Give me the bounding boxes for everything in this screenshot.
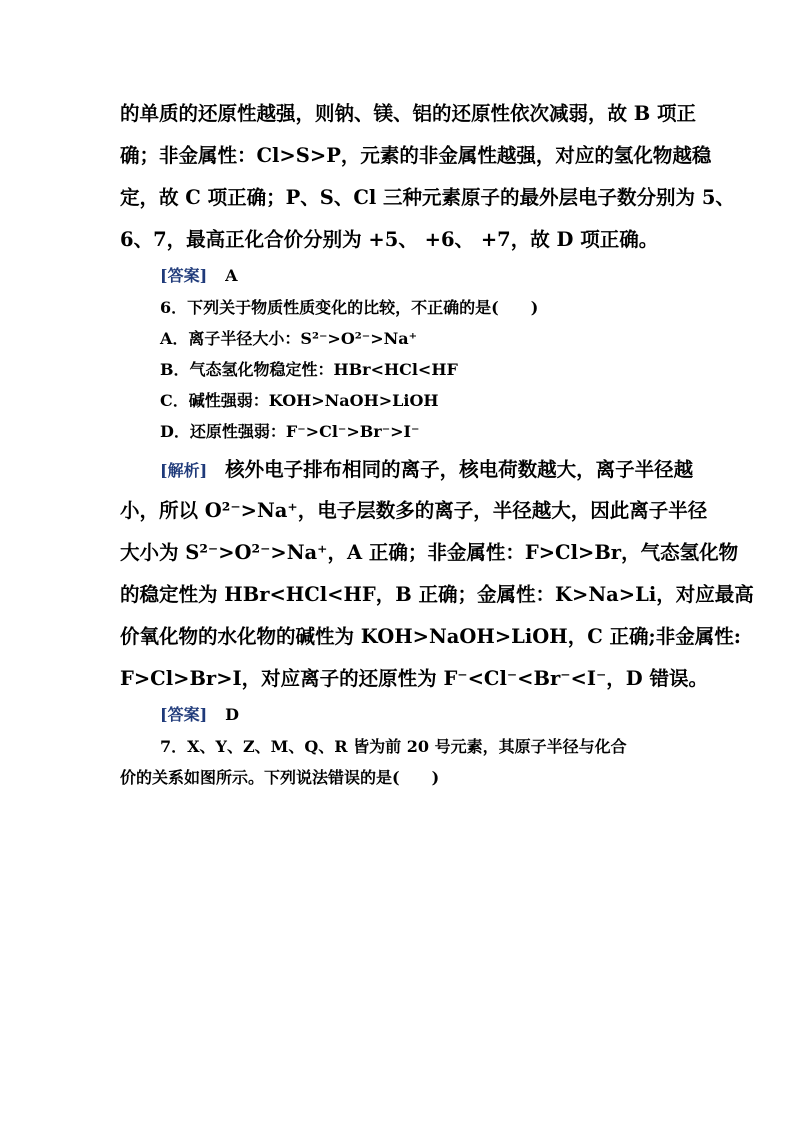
answer-tag: [答案] bbox=[160, 705, 208, 724]
question-6-option-c: C．碱性强弱：KOH>NaOH>LiOH bbox=[160, 391, 439, 410]
continuation-line-1: 的单质的还原性越强，则钠、镁、铝的还原性依次减弱，故 B 项正 bbox=[120, 102, 697, 125]
analysis-text: 核外电子排布相同的离子，核电荷数越大，离子半径越 bbox=[225, 458, 694, 481]
answer-6 bbox=[160, 704, 680, 726]
analysis-6-line-5: 价氧化物的水化物的碱性为 KOH>NaOH>LiOH，C 正确;非金属性: bbox=[120, 625, 741, 648]
continuation-line-3: 定，故 C 项正确；P、S、Cl 三种元素原子的最外层电子数分别为 5、 bbox=[120, 186, 735, 209]
question-6-stem: 6．下列关于物质性质变化的比较，不正确的是( ) bbox=[160, 298, 539, 317]
question-6-option-d: D．还原性强弱：F⁻>Cl⁻>Br⁻>I⁻ bbox=[160, 422, 420, 441]
answer-value: D bbox=[225, 705, 240, 724]
analysis-6-line-3: 大小为 S²⁻>O²⁻>Na⁺，A 正确；非金属性：F>Cl>Br，气态氢化物 bbox=[120, 541, 739, 564]
question-6-option-b: B．气态氢化物稳定性：HBr<HCl<HF bbox=[160, 360, 458, 379]
analysis-6-line-6: F>Cl>Br>I，对应离子的还原性为 F⁻<Cl⁻<Br⁻<I⁻，D 错误。 bbox=[120, 667, 708, 690]
analysis-6-line-1 bbox=[160, 458, 694, 483]
analysis-tag: [解析] bbox=[160, 461, 208, 480]
analysis-6-line-2: 小，所以 O²⁻>Na⁺，电子层数多的离子，半径越大，因此离子半径 bbox=[120, 499, 708, 522]
analysis-6-line-4: 的稳定性为 HBr<HCl<HF，B 正确；金属性：K>Na>Li，对应最高 bbox=[120, 583, 754, 606]
answer-tag: [答案] bbox=[160, 266, 208, 285]
continuation-line-2: 确；非金属性：Cl>S>P，元素的非金属性越强，对应的氢化物越稳 bbox=[120, 144, 712, 167]
question-6-option-a: A．离子半径大小：S²⁻>O²⁻>Na⁺ bbox=[160, 329, 418, 348]
answer-value: A bbox=[225, 266, 238, 285]
answer-5 bbox=[160, 265, 680, 287]
continuation-line-4: 6、7，最高正化合价分别为 +5、 +6、 +7，故 D 项正确。 bbox=[120, 228, 659, 251]
question-7-line-2: 价的关系如图所示。下列说法错误的是( ) bbox=[120, 768, 440, 787]
question-7-line-1: 7．X、Y、Z、M、Q、R 皆为前 20 号元素，其原子半径与化合 bbox=[160, 737, 627, 756]
